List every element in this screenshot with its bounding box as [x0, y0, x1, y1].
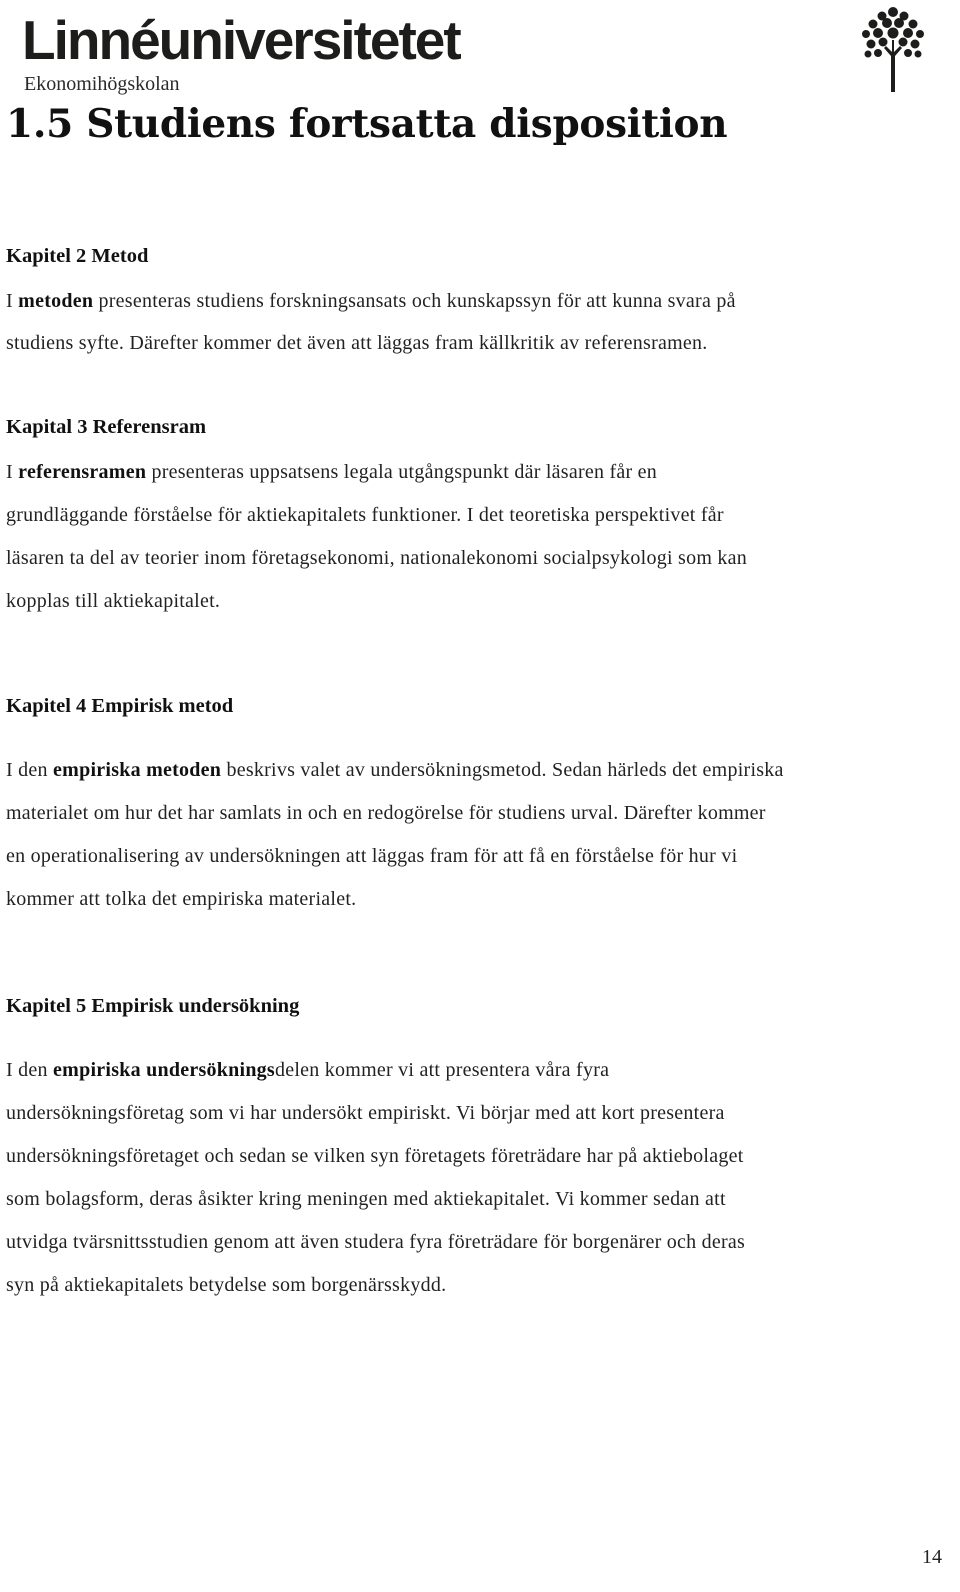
paragraph-line: utvidga tvärsnittsstudien genom att även studera fyra företrädare för borgenärer och deras: [6, 1231, 746, 1253]
bold-term: referensramen: [18, 461, 147, 483]
chapter-3-heading: Kapital 3 Referensram: [6, 416, 207, 438]
section-title: 1.5 Studiens fortsatta disposition: [6, 101, 728, 147]
paragraph-line: undersökningsföretag som vi har undersökt empiriskt. Vi börjar med att kort presentera: [6, 1102, 725, 1124]
paragraph-line: kopplas till aktiekapitalet.: [6, 590, 221, 612]
chapter-2-heading: Kapitel 2 Metod: [6, 245, 149, 267]
chapter-4-paragraph: [6, 749, 941, 921]
chapter-2-paragraph: [6, 280, 941, 364]
paragraph-line: grundläggande förståelse för aktiekapitalets funktioner. I det teoretiska perspektivet får: [6, 504, 724, 526]
logo-subtitle: Ekonomihögskolan: [24, 73, 180, 95]
paragraph-line: I den empiriska undersökningsdelen kommer vi att presentera våra fyra: [6, 1059, 610, 1081]
bold-term: empiriska metoden: [53, 759, 222, 781]
page-number: 14: [922, 1546, 942, 1568]
paragraph-line: I metoden presenteras studiens forskningsansats och kunskapssyn för att kunna svara på: [6, 290, 736, 312]
paragraph-line: läsaren ta del av teorier inom företagsekonomi, nationalekonomi socialpsykologi som kan: [6, 547, 748, 569]
bold-term: metoden: [18, 290, 94, 312]
tree-logo-icon: [858, 4, 928, 92]
paragraph-line: som bolagsform, deras åsikter kring meningen med aktiekapitalet. Vi kommer sedan att: [6, 1188, 726, 1210]
paragraph-line: studiens syfte. Därefter kommer det även att läggas fram källkritik av referensramen.: [6, 332, 708, 354]
paragraph-line: en operationalisering av undersökningen att läggas fram för att få en förståelse för hur vi: [6, 845, 738, 867]
paragraph-line: kommer att tolka det empiriska materialet.: [6, 888, 357, 910]
paragraph-line: syn på aktiekapitalets betydelse som borgenärsskydd.: [6, 1274, 447, 1296]
bold-term: empiriska undersöknings: [53, 1059, 275, 1081]
chapter-5-paragraph: [6, 1049, 941, 1307]
paragraph-line: I referensramen presenteras uppsatsens legala utgångspunkt där läsaren får en: [6, 461, 658, 483]
paragraph-line: I den empiriska metoden beskrivs valet av undersökningsmetod. Sedan härleds det empiriska: [6, 759, 784, 781]
university-logo: [22, 8, 522, 98]
logo-wordmark: Linnéuniversitetet: [22, 9, 460, 71]
chapter-4-heading: Kapitel 4 Empirisk metod: [6, 695, 234, 717]
paragraph-line: materialet om hur det har samlats in och en redogörelse för studiens urval. Därefter kommer: [6, 802, 766, 824]
chapter-3-paragraph: [6, 451, 941, 623]
chapter-5-heading: Kapitel 5 Empirisk undersökning: [6, 995, 300, 1017]
paragraph-line: undersökningsföretaget och sedan se vilken syn företagets företrädare har på aktiebolaget: [6, 1145, 744, 1167]
